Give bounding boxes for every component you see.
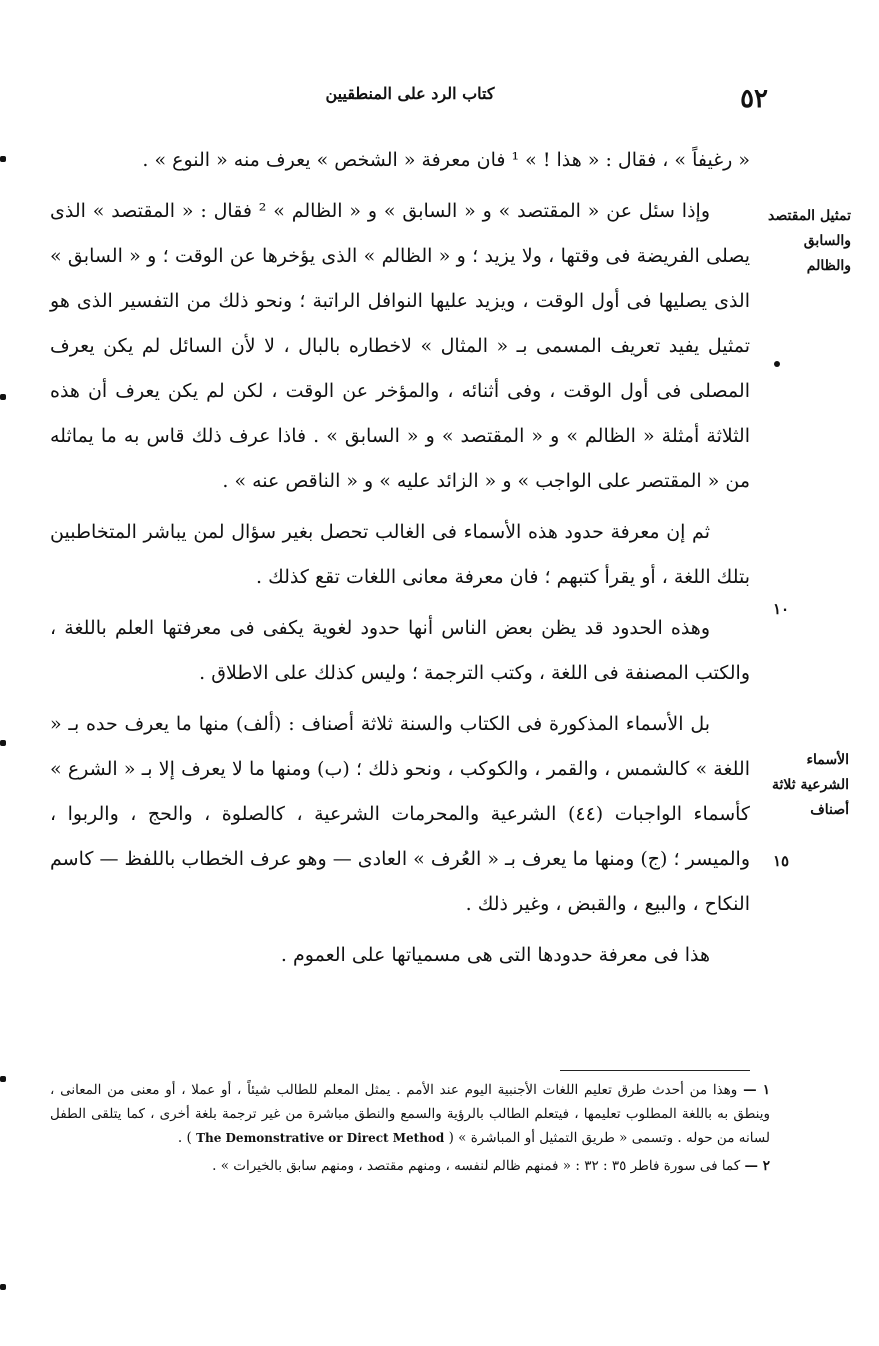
paragraph-6: هذا فى معرفة حدودها التى هى مسمياتها على العموم . [280, 944, 710, 966]
paragraph-4: وهذه الحدود قد يظن بعض الناس أنها حدود لغوية يكفى فى معرفتها العلم باللغة ، والكتب المصنفة فى اللغة ، وكتب الترجمة ؛ وليس كذلك على الاطلاق . [50, 617, 750, 684]
side-note-examples: تمثيل المقتصد والسابق والظالم [768, 208, 851, 274]
paragraph-5: بل الأسماء المذكورة فى الكتاب والسنة ثلاثة أصناف : (ألف) منها ما يعرف حده بـ « اللغة » كالشمس ، والقمر ، والكوكب ، ونحو ذلك ؛ (ب) ومنها ما لا يعرف إلا بـ « الشرع » كأسماء الواجبات (٤٤) الشرعية والمحرمات الشرعية ، كالصلوة ، والحج ، والربوا ، والميسر ؛ (ج) ومنها ما يعرف بـ « العُرف » العادى — وهو عرف الخطاب باللفظ — كاسم النكاح ، والبيع ، والقبض ، وغير ذلك . [50, 713, 750, 915]
running-title: كتاب الرد على المنطقيين [325, 84, 495, 103]
footnote-1 [50, 1078, 770, 1150]
footnote-2-text: كما فى سورة فاطر ٣٥ : ٣٢ : « فمنهم ظالم لنفسه ، ومنهم مقتصد ، ومنهم سابق بالخيرات » . [212, 1158, 741, 1174]
edge-mark [0, 156, 6, 162]
line-number-15: ١٥ [773, 852, 790, 870]
paragraph-2: وإذا سئل عن « المقتصد » و « السابق » و « الظالم » ² فقال : « المقتصد » الذى يصلى الفريضة فى وقتها ، ولا يزيد ؛ و « الظالم » الذى يؤخرها عن الوقت ؛ و « السابق » الذى يصليها فى أول الوقت ، ويزيد عليها النوافل الراتبة ؛ ونحو ذلك من التفسير الذى هو تمثيل يفيد تعريف المسمى بـ « المثال » لاخطاره بالبال ، لا لأن السائل لم يكن يعرف المصلى فى أول الوقت ، وفى أثنائه ، والمؤخر عن الوقت ، لكن لم يكن يعرف أن هذه الثلاثة أمثلة « الظالم » و « المقتصد » و « السابق » . فاذا عرف ذلك قاس به ما يماثله من « المقتصر على الواجب » و « الزائد عليه » و « الناقص عنه » . [50, 200, 750, 492]
footnotes [50, 1078, 770, 1178]
margin-bullet [774, 361, 780, 367]
side-note-three-kinds: الأسماء الشرعية ثلاثة أصناف [772, 752, 849, 818]
footnote-1-text: وهذا من أحدث طرق تعليم اللغات الأجنبية اليوم عند الأمم . يمثل المعلم للطالب شيئاً ، أو عملا ، أو معنى من المعانى ، وينطق به باللغة المطلوب تعليمها ، فيتعلم الطالب بالرؤية والسمع والنطق مباشرة من غير ترجمة بلغة أخرى ، كما يتلقى الطفل لسانه من حوله . وتسمى « طريق التمثيل أو المباشرة » ( [50, 1082, 770, 1146]
footnote-separator [560, 1070, 750, 1071]
main-text [50, 138, 750, 978]
paragraph-3: ثم إن معرفة حدود هذه الأسماء فى الغالب تحصل بغير سؤال لمن يباشر المتخاطبين بتلك اللغة ، أو يقرأ كتبهم ؛ فان معرفة معانى اللغات تقع كذلك . [50, 521, 750, 588]
footnote-1-end: ) . [177, 1130, 192, 1146]
footnote-2-number: ٢ — [744, 1158, 770, 1174]
footnote-2 [50, 1154, 770, 1178]
footnote-1-number: ١ — [743, 1082, 770, 1098]
edge-mark [0, 1076, 6, 1082]
edge-mark [0, 740, 6, 746]
footnote-1-latin: The Demonstrative or Direct Method [196, 1131, 445, 1145]
paragraph-1: « رغيفاً » ، فقال : « هذا ! » ¹ فان معرفة « الشخص » يعرف منه « النوع » . [142, 149, 750, 171]
page-number: ٥٢ [740, 84, 768, 114]
edge-mark [0, 1284, 6, 1290]
edge-mark [0, 394, 6, 400]
line-number-10: ١٠ [773, 600, 790, 618]
